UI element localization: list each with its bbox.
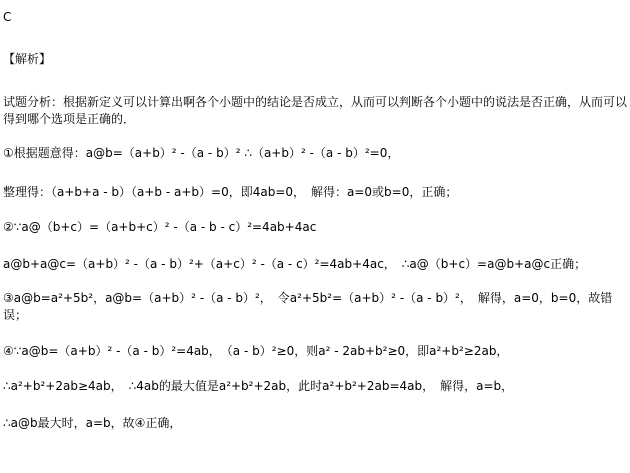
item2-line1: ②∵a@（b+c）=（a+b+c）² -（a - b - c）²=4ab+4ac	[3, 220, 317, 234]
item3-line1: ③a@b=a²+5b²，a@b=（a+b）² -（a - b）²， 令a²+5b²=（a+b）² -（a - b）²， 解得，a=0，b=0，故错	[3, 291, 613, 305]
item4-line1: ④∵a@b=（a+b）² -（a - b）²=4ab， （a - b）²≥0，则a² - 2ab+b²≥0，即a²+b²≥2ab，	[3, 344, 509, 358]
item1-line1: ①根据题意得：a@b=（a+b）² -（a - b）² ∴（a+b）² -（a - b）²=0，	[3, 146, 400, 160]
item4-line3: ∴a@b最大时，a=b，故④正确，	[3, 416, 182, 430]
analysis-paragraph: 试题分析：根据新定义可以计算出啊各个小题中的结论是否成立，从而可以判断各个小题中的说法是否正确，从而可以得到哪个选项是正确的．	[3, 95, 628, 126]
item2-line2: a@b+a@c=（a+b）² -（a - b）²+（a+c）² -（a - c）²=4ab+4ac， ∴a@（b+c）=a@b+a@c正确；	[3, 257, 587, 271]
item3-line2: 误；	[3, 308, 28, 322]
item1-line2: 整理得：（a+b+a - b）（a+b - a+b）=0，即4ab=0， 解得：a=0或b=0，正确；	[3, 185, 458, 199]
item4-line2: ∴a²+b²+2ab≥4ab， ∴4ab的最大值是a²+b²+2ab，此时a²+b²+2ab=4ab， 解得，a=b，	[3, 379, 514, 393]
analysis-heading: 【解析】	[3, 52, 52, 66]
answer-letter: C	[3, 10, 12, 24]
